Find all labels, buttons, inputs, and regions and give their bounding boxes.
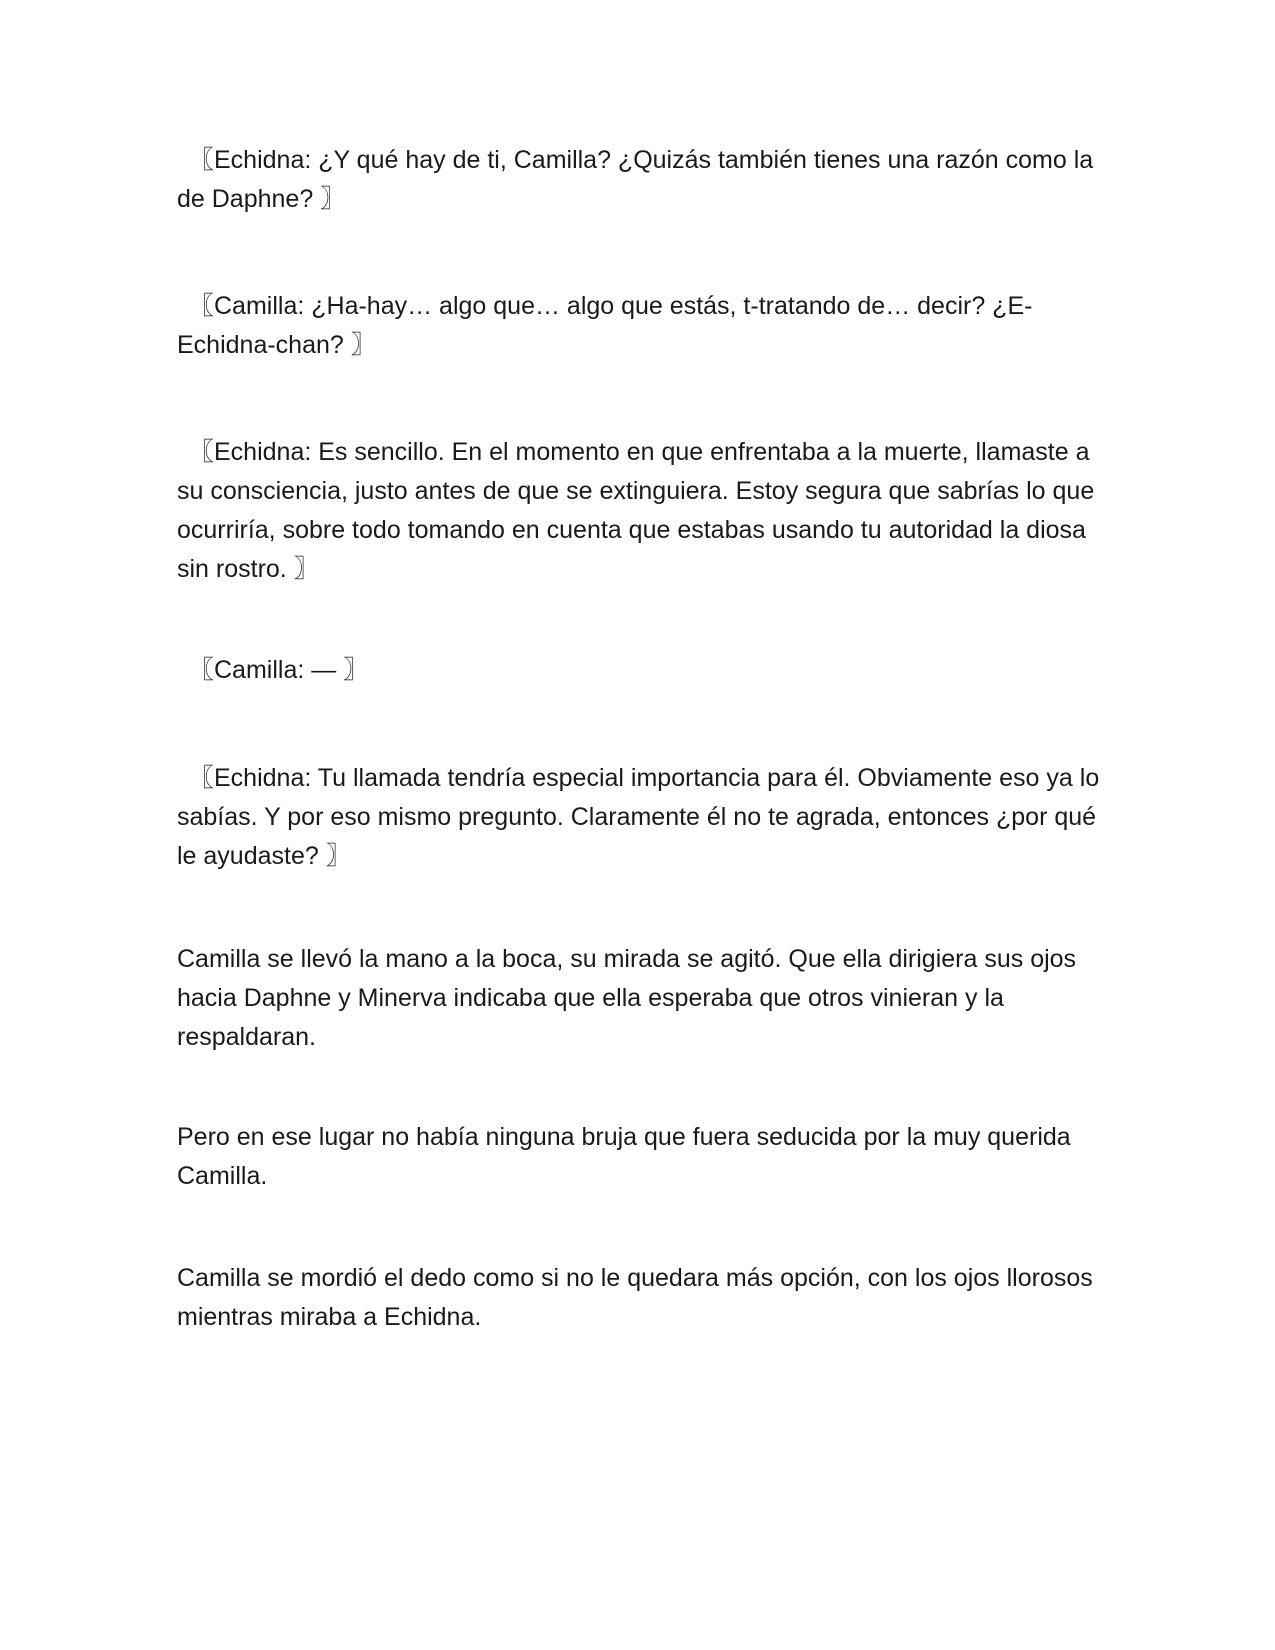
dialogue-paragraph: 〖Echidna: Es sencillo. En el momento en que enfrentaba a la muerte, llamaste a su consciencia, justo antes de que se extinguiera. Estoy segura que sabrías lo que ocurriría, sobre todo tomando en cuenta que estabas usando tu autoridad la diosa sin rostro. 〗 — [177, 438, 1095, 583]
narration-paragraph: Camilla se mordió el dedo como si no le quedara más opción, con los ojos llorosos mientras miraba a Echidna. — [177, 1264, 1093, 1331]
dialogue-paragraph: 〖Echidna: ¿Y qué hay de ti, Camilla? ¿Quizás también tienes una razón como la de Daphne? 〗 — [177, 146, 1094, 213]
dialogue-paragraph: 〖Camilla: — 〗 — [189, 656, 369, 684]
dialogue-paragraph: 〖Camilla: ¿Ha-hay… algo que… algo que estás, t-tratando de… decir? ¿E-Echidna-chan? 〗 — [177, 292, 1033, 359]
dialogue-paragraph: 〖Echidna: Tu llamada tendría especial importancia para él. Obviamente eso ya lo sabías. Y por eso mismo pregunto. Claramente él no te agrada, entonces ¿por qué le ayudaste? 〗 — [177, 764, 1100, 870]
narration-paragraph: Pero en ese lugar no había ninguna bruja que fuera seducida por la muy querida Camilla. — [177, 1123, 1071, 1190]
narration-paragraph: Camilla se llevó la mano a la boca, su mirada se agitó. Que ella dirigiera sus ojos hacia Daphne y Minerva indicaba que ella esperaba que otros vinieran y la respaldaran. — [177, 945, 1077, 1051]
